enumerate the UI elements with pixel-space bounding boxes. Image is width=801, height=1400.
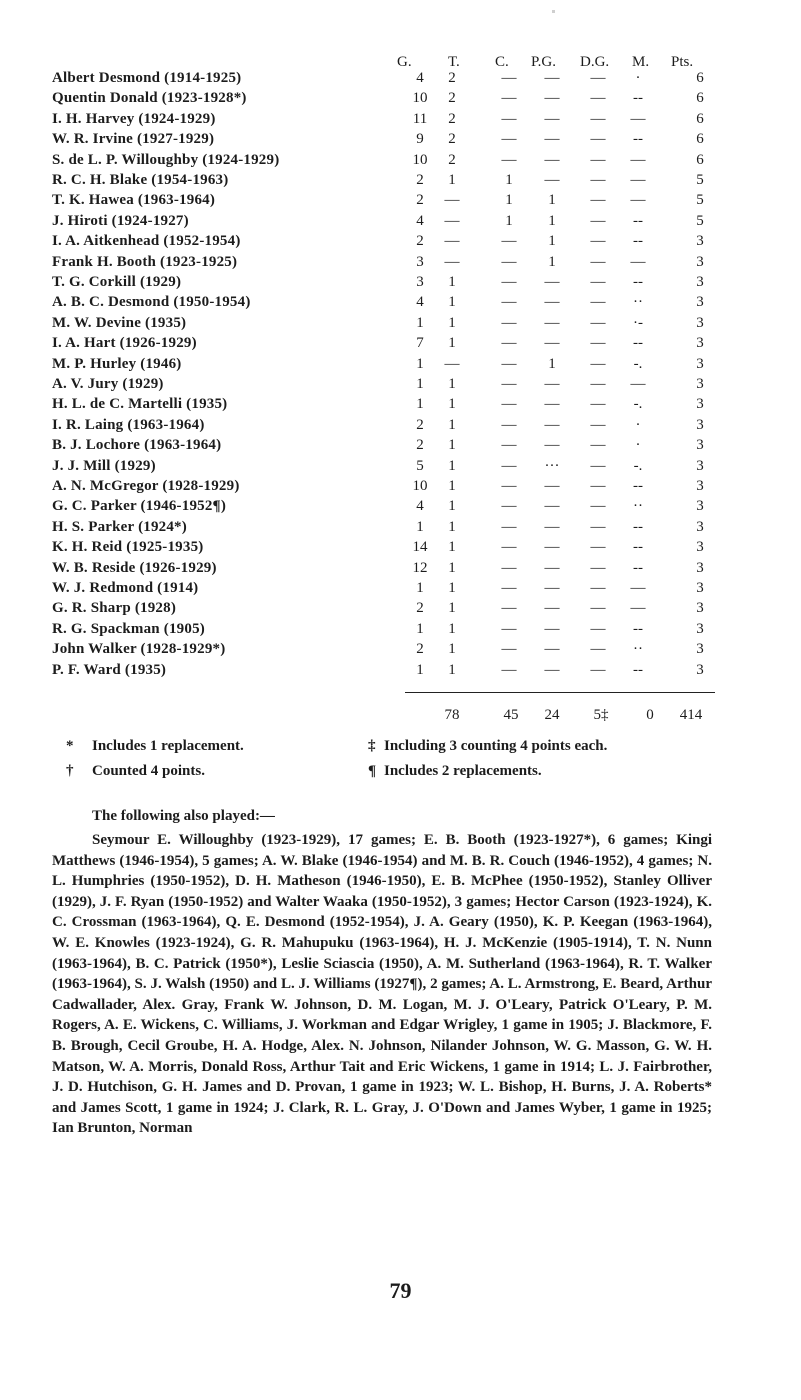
cell-g: 11 bbox=[412, 110, 428, 127]
cell-dg: — bbox=[590, 90, 606, 107]
cell-pg: — bbox=[544, 518, 560, 535]
cell-pts: 6 bbox=[696, 131, 704, 148]
player-name: S. de L. P. Willoughby (1924-1929) bbox=[52, 151, 280, 168]
cell-t: 1 bbox=[448, 661, 456, 678]
cell-pts: 3 bbox=[696, 661, 704, 678]
cell-m: -- bbox=[633, 233, 643, 250]
cell-pg: — bbox=[544, 416, 560, 433]
cell-dg: — bbox=[590, 253, 606, 270]
cell-g: 9 bbox=[416, 131, 424, 148]
cell-c: — bbox=[501, 355, 517, 372]
cell-pg: — bbox=[544, 90, 560, 107]
player-name: M. P. Hurley (1946) bbox=[52, 355, 182, 372]
player-name: R. C. H. Blake (1954-1963) bbox=[52, 172, 229, 188]
cell-g: 2 bbox=[416, 172, 424, 188]
cell-pg: — bbox=[544, 335, 560, 352]
cell-pg: — bbox=[544, 314, 560, 331]
cell-m: ·· bbox=[633, 294, 643, 311]
header-c: C. bbox=[495, 54, 509, 70]
footnote-text: Counted 4 points. bbox=[92, 763, 205, 779]
cell-dg: — bbox=[590, 70, 606, 86]
cell-pg: 1 bbox=[548, 253, 556, 270]
header-m: M. bbox=[632, 54, 650, 70]
cell-dg: — bbox=[590, 559, 606, 576]
cell-c: — bbox=[501, 498, 517, 515]
cell-m: — bbox=[630, 253, 646, 270]
header-g: G. bbox=[397, 54, 412, 70]
cell-dg: — bbox=[590, 498, 606, 515]
total-pg: 24 bbox=[544, 707, 560, 723]
cell-pg: — bbox=[544, 478, 560, 494]
cell-pg: — bbox=[544, 620, 560, 637]
header-pts: Pts. bbox=[671, 54, 694, 70]
cell-pts: 3 bbox=[696, 355, 704, 372]
cell-pts: 3 bbox=[696, 376, 704, 392]
cell-pg: — bbox=[544, 151, 560, 168]
cell-m: — bbox=[630, 151, 646, 168]
cell-dg: — bbox=[590, 233, 606, 250]
cell-m: — bbox=[630, 580, 646, 596]
cell-c: — bbox=[501, 131, 517, 148]
cell-g: 4 bbox=[416, 212, 424, 229]
cell-t: 2 bbox=[448, 110, 456, 127]
cell-t: 1 bbox=[448, 416, 456, 433]
cell-t: 1 bbox=[448, 314, 456, 331]
cell-dg: — bbox=[590, 274, 606, 290]
total-dg: 5‡ bbox=[593, 707, 609, 723]
cell-m: -- bbox=[633, 131, 643, 148]
cell-m: — bbox=[630, 376, 646, 392]
player-name: A. B. C. Desmond (1950-1954) bbox=[52, 294, 251, 311]
cell-pts: 5 bbox=[696, 172, 704, 188]
cell-c: — bbox=[501, 70, 517, 86]
cell-g: 2 bbox=[416, 416, 424, 433]
footnote-mark: † bbox=[66, 763, 74, 779]
header-t: T. bbox=[448, 54, 460, 70]
cell-pg: — bbox=[544, 559, 560, 576]
cell-dg: — bbox=[590, 437, 606, 454]
cell-dg: — bbox=[590, 478, 606, 494]
player-name: I. A. Aitkenhead (1952-1954) bbox=[52, 233, 241, 250]
cell-dg: — bbox=[590, 620, 606, 637]
cell-g: 4 bbox=[416, 498, 424, 515]
cell-m: — bbox=[630, 600, 646, 617]
player-name: I. H. Harvey (1924-1929) bbox=[52, 110, 216, 127]
cell-c: — bbox=[501, 314, 517, 331]
player-name: John Walker (1928-1929*) bbox=[52, 641, 226, 658]
cell-dg: — bbox=[590, 151, 606, 168]
cell-c: — bbox=[501, 335, 517, 352]
player-name: M. W. Devine (1935) bbox=[52, 314, 187, 331]
header-dg: D.G. bbox=[580, 54, 610, 70]
cell-dg: — bbox=[590, 192, 606, 209]
cell-c: — bbox=[501, 478, 517, 494]
cell-m: · bbox=[635, 437, 641, 454]
page-number: 79 bbox=[389, 1278, 412, 1303]
cell-t: 2 bbox=[448, 70, 456, 86]
player-name: B. J. Lochore (1963-1964) bbox=[52, 437, 222, 454]
cell-m: -- bbox=[633, 335, 643, 352]
cell-t: 1 bbox=[448, 600, 456, 617]
player-name: J. J. Mill (1929) bbox=[52, 457, 156, 474]
cell-m: -- bbox=[633, 559, 643, 576]
cell-t: 1 bbox=[448, 559, 456, 576]
cell-pg: 1 bbox=[548, 192, 556, 209]
cell-m: -- bbox=[633, 539, 643, 556]
cell-c: — bbox=[501, 90, 517, 107]
cell-dg: — bbox=[590, 131, 606, 148]
cell-g: 12 bbox=[412, 559, 428, 576]
cell-m: -. bbox=[633, 396, 643, 413]
cell-g: 1 bbox=[416, 518, 424, 535]
player-name: T. G. Corkill (1929) bbox=[52, 274, 182, 290]
cell-g: 1 bbox=[416, 355, 424, 372]
player-name: A. V. Jury (1929) bbox=[52, 376, 164, 392]
cell-t: 1 bbox=[448, 294, 456, 311]
cell-pg: — bbox=[544, 70, 560, 86]
cell-c: 1 bbox=[505, 212, 513, 229]
cell-dg: — bbox=[590, 355, 606, 372]
cell-dg: — bbox=[590, 172, 606, 188]
cell-t: 1 bbox=[448, 539, 456, 556]
cell-pts: 3 bbox=[696, 396, 704, 413]
cell-pg: — bbox=[544, 396, 560, 413]
totals-rule bbox=[405, 692, 715, 693]
cell-pts: 3 bbox=[696, 539, 704, 556]
cell-dg: — bbox=[590, 661, 606, 678]
player-name: H. L. de C. Martelli (1935) bbox=[52, 396, 228, 413]
cell-pg: ··· bbox=[544, 457, 560, 474]
player-name: W. B. Reside (1926-1929) bbox=[52, 559, 217, 576]
cell-pts: 3 bbox=[696, 620, 704, 637]
cell-m: — bbox=[630, 172, 646, 188]
also-played-heading: The following also played:— bbox=[92, 808, 275, 824]
player-name: H. S. Parker (1924*) bbox=[52, 518, 187, 535]
cell-t: — bbox=[444, 212, 460, 229]
cell-pts: 3 bbox=[696, 274, 704, 290]
cell-g: 2 bbox=[416, 437, 424, 454]
cell-m: -- bbox=[633, 212, 643, 229]
player-name: I. A. Hart (1926-1929) bbox=[52, 335, 197, 352]
footnote-text: Includes 2 replacements. bbox=[384, 763, 542, 779]
cell-g: 1 bbox=[416, 314, 424, 331]
player-name: Quentin Donald (1923-1928*) bbox=[52, 90, 247, 107]
cell-pts: 3 bbox=[696, 437, 704, 454]
cell-g: 1 bbox=[416, 661, 424, 678]
player-name: K. H. Reid (1925-1935) bbox=[52, 539, 204, 556]
cell-pg: — bbox=[544, 172, 560, 188]
cell-pts: 3 bbox=[696, 416, 704, 433]
cell-pts: 3 bbox=[696, 518, 704, 535]
cell-t: — bbox=[444, 192, 460, 209]
cell-c: — bbox=[501, 233, 517, 250]
header-pg: P.G. bbox=[531, 54, 557, 70]
cell-m: -- bbox=[633, 274, 643, 290]
cell-t: 1 bbox=[448, 172, 456, 188]
player-name: W. R. Irvine (1927-1929) bbox=[52, 131, 215, 148]
cell-pts: 6 bbox=[696, 90, 704, 107]
player-name: J. Hiroti (1924-1927) bbox=[52, 212, 189, 229]
cell-pts: 3 bbox=[696, 294, 704, 311]
player-name: G. R. Sharp (1928) bbox=[52, 600, 177, 617]
cell-m: -- bbox=[633, 518, 643, 535]
cell-pts: 3 bbox=[696, 314, 704, 331]
cell-m: · bbox=[635, 70, 641, 86]
cell-pg: — bbox=[544, 600, 560, 617]
cell-m: ·· bbox=[633, 498, 643, 515]
cell-pg: 1 bbox=[548, 355, 556, 372]
cell-g: 3 bbox=[416, 253, 424, 270]
cell-dg: — bbox=[590, 335, 606, 352]
cell-c: — bbox=[501, 253, 517, 270]
cell-c: — bbox=[501, 274, 517, 290]
cell-c: — bbox=[501, 376, 517, 392]
cell-g: 4 bbox=[416, 70, 424, 86]
cell-t: — bbox=[444, 355, 460, 372]
cell-g: 7 bbox=[416, 335, 424, 352]
cell-g: 14 bbox=[412, 539, 428, 556]
cell-t: 1 bbox=[448, 518, 456, 535]
cell-c: — bbox=[501, 620, 517, 637]
cell-pts: 3 bbox=[696, 559, 704, 576]
cell-m: -- bbox=[633, 478, 643, 494]
total-pts: 414 bbox=[679, 707, 703, 723]
cell-pg: — bbox=[544, 641, 560, 658]
scan-speck bbox=[552, 10, 555, 13]
cell-dg: — bbox=[590, 376, 606, 392]
cell-pts: 3 bbox=[696, 233, 704, 250]
cell-pts: 6 bbox=[696, 70, 704, 86]
total-c: 45 bbox=[503, 707, 519, 723]
cell-pts: 3 bbox=[696, 478, 704, 494]
player-name: I. R. Laing (1963-1964) bbox=[52, 416, 205, 433]
cell-dg: — bbox=[590, 518, 606, 535]
cell-c: — bbox=[501, 539, 517, 556]
cell-c: — bbox=[501, 600, 517, 617]
cell-g: 10 bbox=[412, 90, 428, 107]
cell-t: 1 bbox=[448, 274, 456, 290]
cell-pts: 3 bbox=[696, 580, 704, 596]
cell-g: 1 bbox=[416, 580, 424, 596]
cell-t: 1 bbox=[448, 478, 456, 494]
cell-pts: 6 bbox=[696, 110, 704, 127]
footnote-text: Includes 1 replacement. bbox=[92, 738, 244, 754]
cell-dg: — bbox=[590, 396, 606, 413]
cell-c: — bbox=[501, 294, 517, 311]
cell-pg: — bbox=[544, 498, 560, 515]
cell-c: — bbox=[501, 518, 517, 535]
cell-m: ·· bbox=[633, 641, 643, 658]
cell-g: 2 bbox=[416, 192, 424, 209]
cell-pg: 1 bbox=[548, 212, 556, 229]
cell-pg: — bbox=[544, 580, 560, 596]
cell-pg: — bbox=[544, 110, 560, 127]
cell-t: 1 bbox=[448, 437, 456, 454]
cell-g: 3 bbox=[416, 274, 424, 290]
cell-m: -. bbox=[633, 457, 643, 474]
cell-c: — bbox=[501, 437, 517, 454]
cell-m: · bbox=[635, 416, 641, 433]
cell-c: 1 bbox=[505, 192, 513, 209]
cell-t: 1 bbox=[448, 580, 456, 596]
cell-t: 2 bbox=[448, 90, 456, 107]
cell-t: 1 bbox=[448, 396, 456, 413]
cell-t: 1 bbox=[448, 335, 456, 352]
footnote-mark: ‡ bbox=[368, 738, 376, 754]
cell-g: 1 bbox=[416, 376, 424, 392]
cell-pg: — bbox=[544, 437, 560, 454]
cell-pg: — bbox=[544, 131, 560, 148]
cell-c: — bbox=[501, 110, 517, 127]
cell-m: -- bbox=[633, 661, 643, 678]
cell-pts: 3 bbox=[696, 600, 704, 617]
player-name: Frank H. Booth (1923-1925) bbox=[52, 253, 238, 270]
cell-pts: 5 bbox=[696, 192, 704, 209]
cell-t: 2 bbox=[448, 151, 456, 168]
cell-dg: — bbox=[590, 580, 606, 596]
cell-m: -- bbox=[633, 620, 643, 637]
cell-g: 2 bbox=[416, 600, 424, 617]
cell-g: 10 bbox=[412, 478, 428, 494]
cell-g: 1 bbox=[416, 396, 424, 413]
cell-g: 2 bbox=[416, 641, 424, 658]
footnote-including bbox=[368, 738, 607, 755]
cell-dg: — bbox=[590, 110, 606, 127]
cell-m: — bbox=[630, 110, 646, 127]
player-name: W. J. Redmond (1914) bbox=[52, 580, 199, 596]
cell-t: — bbox=[444, 233, 460, 250]
footnote-replacement bbox=[66, 738, 244, 755]
total-t: 78 bbox=[444, 707, 460, 723]
cell-t: — bbox=[444, 253, 460, 270]
cell-pg: — bbox=[544, 376, 560, 392]
cell-g: 4 bbox=[416, 294, 424, 311]
cell-pg: — bbox=[544, 539, 560, 556]
cell-t: 1 bbox=[448, 641, 456, 658]
player-name: Albert Desmond (1914-1925) bbox=[52, 70, 242, 86]
player-name: A. N. McGregor (1928-1929) bbox=[52, 478, 240, 494]
cell-g: 1 bbox=[416, 620, 424, 637]
player-name: P. F. Ward (1935) bbox=[52, 661, 167, 678]
footnote-mark: ¶ bbox=[368, 763, 377, 779]
footnote-replacements bbox=[368, 763, 542, 780]
cell-pts: 3 bbox=[696, 253, 704, 270]
player-name: R. G. Spackman (1905) bbox=[52, 620, 205, 637]
cell-t: 1 bbox=[448, 498, 456, 515]
cell-t: 2 bbox=[448, 131, 456, 148]
cell-pg: 1 bbox=[548, 233, 556, 250]
cell-pts: 3 bbox=[696, 641, 704, 658]
cell-pg: — bbox=[544, 661, 560, 678]
cell-pg: — bbox=[544, 274, 560, 290]
cell-t: 1 bbox=[448, 376, 456, 392]
cell-pts: 3 bbox=[696, 335, 704, 352]
cell-dg: — bbox=[590, 314, 606, 331]
cell-c: — bbox=[501, 151, 517, 168]
footnote-counted bbox=[66, 763, 205, 780]
cell-m: ·- bbox=[633, 314, 643, 331]
player-name: T. K. Hawea (1963-1964) bbox=[52, 192, 216, 209]
cell-g: 10 bbox=[412, 151, 428, 168]
cell-c: — bbox=[501, 661, 517, 678]
cell-m: — bbox=[630, 192, 646, 209]
cell-dg: — bbox=[590, 457, 606, 474]
cell-dg: — bbox=[590, 416, 606, 433]
cell-dg: — bbox=[590, 600, 606, 617]
footnote-mark: * bbox=[66, 738, 74, 754]
cell-c: — bbox=[501, 396, 517, 413]
cell-c: — bbox=[501, 416, 517, 433]
cell-t: 1 bbox=[448, 620, 456, 637]
cell-pts: 3 bbox=[696, 498, 704, 515]
cell-dg: — bbox=[590, 539, 606, 556]
footnote-text: Including 3 counting 4 points each. bbox=[384, 738, 608, 754]
also-played-paragraph: Seymour E. Willoughby (1923-1929), 17 games; E. B. Booth (1923-1927*), 6 games; Kingi Matthews (1946-1954), 5 games; A. W. Blake (1946-1954) and M. B. R. Couch (1946-1952), 4 games; N. L. Humphries (1950-1952), D. H. Matheson (1946-1950), E. B. McPhee (1950-1952), Stanley Olliver (1929), J. F. Ryan (1950-1952) and Walter Waaka (1950-1952), 3 games; Hector Carson (1923-1924), K. C. Crossman (1963-1964), Q. E. Desmond (1952-1954), J. A. Geary (1950), K. P. Keegan (1963-1964), W. E. Knowles (1923-1924), G. R. Mahupuku (1963-1964), H. J. McKenzie (1905-1914), T. N. Nunn (1963-1964), B. C. Patrick (1950*), Leslie Sciascia (1950), A. M. Sutherland (1963-1964), R. T. Walker (1963-1964), S. J. Walsh (1950) and L. J. Williams (1927¶), 2 games; A. L. Armstrong, E. Beard, Arthur Cadwallader, Alex. Gray, Frank W. Johnson, D. M. Logan, M. J. O'Leary, Patrick O'Leary, P. M. Rogers, A. E. Wickens, C. Williams, J. Workman and Edgar Wrigley, 1 game in 1905; J. Blackmore, F. B. Brough, Cecil Groube, H. A. Hodge, Alex. N. Johnson, Nilander Johnson, W. G. Masson, G. W. H. Matson, W. A. Morris, Donald Ross, Arthur Tait and Eric Wickens, 1 game in 1914; L. J. Fairbrother, J. D. Hutchison, G. H. James and D. Provan, 1 game in 1923; W. L. Bishop, H. Burns, J. A. Roberts* and James Scott, 1 game in 1924; J. Clark, R. L. Gray, J. O'Down and James Wyber, 1 game in 1925; Ian Brunton, Norman bbox=[52, 832, 712, 1137]
cell-c: 1 bbox=[505, 172, 513, 188]
cell-c: — bbox=[501, 457, 517, 474]
cell-m: -. bbox=[633, 355, 643, 372]
cell-c: — bbox=[501, 559, 517, 576]
player-name: G. C. Parker (1946-1952¶) bbox=[52, 498, 227, 515]
cell-pg: — bbox=[544, 294, 560, 311]
cell-c: — bbox=[501, 580, 517, 596]
cell-dg: — bbox=[590, 212, 606, 229]
cell-t: 1 bbox=[448, 457, 456, 474]
cell-g: 2 bbox=[416, 233, 424, 250]
cell-pts: 5 bbox=[696, 212, 704, 229]
cell-dg: — bbox=[590, 294, 606, 311]
cell-pts: 6 bbox=[696, 151, 704, 168]
cell-g: 5 bbox=[416, 457, 424, 474]
cell-m: -- bbox=[633, 90, 643, 107]
cell-dg: — bbox=[590, 641, 606, 658]
total-m: 0 bbox=[646, 707, 654, 723]
cell-c: — bbox=[501, 641, 517, 658]
cell-pts: 3 bbox=[696, 457, 704, 474]
